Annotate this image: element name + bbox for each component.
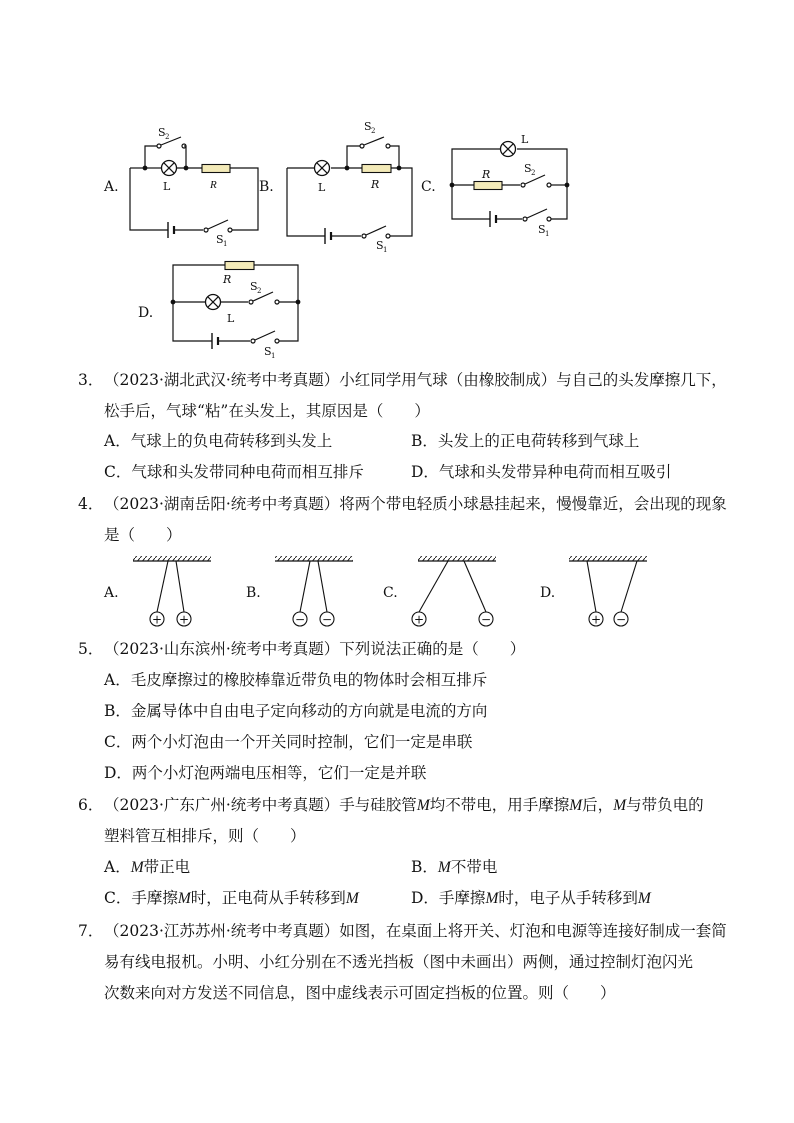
var-m: M [130,859,144,876]
var-m: M [637,890,651,907]
circuit-a-label: A. [104,179,119,195]
q4-a-left-charge: + [151,612,163,627]
question-stem-cont: 塑料管互相排斥，则（ ） [104,827,306,845]
var-m: M [345,890,359,907]
q3-option-d[interactable]: D．气球和头发带异种电荷而相互吸引 [411,463,672,481]
q4-b-left-charge: − [294,612,306,627]
q5-option-c[interactable]: C．两个小灯泡由一个开关同时控制，它们一定是串联 [104,733,473,751]
circuit-a [130,137,258,238]
opt-prefix: D．手摩擦 [411,889,486,907]
a-s2-sub: 2 [165,133,170,141]
d-lamp-l: L [227,312,235,325]
var-m: M [485,890,499,907]
c-lamp-l: L [521,133,529,146]
var-m: M [569,797,583,814]
question-number: 6． [78,796,104,814]
question-3 [78,365,728,427]
c-s1: S [538,223,546,236]
question-stem-c: 后， [582,796,614,814]
q4-c-right-charge: − [480,612,492,627]
b-lamp-l: L [318,181,326,194]
lamp-d-icon [206,295,221,310]
q5-option-a[interactable]: A．毛皮摩擦过的橡胶棒靠近带负电的物体时会相互排斥 [104,671,488,689]
circuit-diagrams [0,110,794,370]
b-res-r: R [371,178,380,191]
a-s1: S [216,233,224,246]
q3-option-b[interactable]: B．头发上的正电荷转移到气球上 [411,432,640,450]
opt-prefix: C．手摩擦 [104,889,178,907]
d-res-r: R [223,273,232,286]
circuit-b-label: B. [259,179,274,195]
question-stem-b: 均不带电，用手摩擦 [429,796,570,814]
a-s2: S [158,126,166,139]
q4-option-a[interactable]: A. [104,585,119,601]
question-stem-cont: 易有线电报机。小明、小红分别在不透光挡板（图中未画出）两侧，通过控制灯泡闪光 [104,953,694,971]
c-s2: S [524,162,532,175]
a-lamp-l: L [163,180,171,193]
question-stem-d: 与带负电的 [626,796,704,814]
q3-option-c[interactable]: C．气球和头发带同种电荷而相互排斥 [104,463,364,481]
c-res-r: R [482,168,491,181]
q4-option-b[interactable]: B. [246,585,261,601]
q5-option-d[interactable]: D．两个小灯泡两端电压相等，它们一定是并联 [104,764,427,782]
question-6 [78,790,728,852]
circuit-b [287,137,412,244]
circuit-c [450,149,569,227]
q4-b-right-charge: − [321,612,333,627]
question-number: 3． [78,371,104,389]
circuit-d-label: D. [138,305,154,321]
question-5 [78,634,728,665]
q4-d-right-charge: − [615,612,627,627]
resistor-c [474,182,502,190]
b-s1: S [376,239,384,252]
q4-figures [0,550,794,630]
question-stem: （2023·湖南岳阳·统考中考真题）将两个带电轻质小球悬挂起来，慢慢靠近，会出现的现象 [104,495,727,513]
question-stem: （2023·湖北武汉·统考中考真题）小红同学用气球（由橡胶制成）与自己的头发摩擦几下， [104,371,727,389]
lamp-c-icon [501,142,516,157]
b-s2-sub: 2 [371,127,376,135]
d-s2-sub: 2 [257,287,262,295]
question-4 [78,489,728,551]
q4-d-left-charge: + [590,612,602,627]
opt-text: 不带电 [450,858,498,876]
q4-option-d[interactable]: D. [540,585,556,601]
question-stem: （2023·山东滨州·统考中考真题）下列说法正确的是（ ） [104,640,526,658]
question-stem-cont: 是（ ） [104,526,182,544]
d-s1: S [264,345,272,358]
question-number: 7． [78,922,104,940]
question-stem: （2023·江苏苏州·统考中考真题）如图，在桌面上将开关、灯泡和电源等连接好制成一套简 [104,922,727,940]
q6-option-a[interactable] [104,857,190,878]
circuit-d [171,265,300,349]
circuit-c-label: C. [421,179,436,195]
opt-text: 时，正电荷从手转移到 [190,889,346,907]
question-stem-cont: 次数来向对方发送不同信息，图中虚线表示可固定挡板的位置。则（ ） [104,984,616,1002]
q6-option-b[interactable] [411,857,497,878]
d-s2: S [250,280,258,293]
var-m: M [437,859,451,876]
b-s2: S [364,120,372,133]
question-number: 4． [78,495,104,513]
resistor-b [362,165,391,173]
lamp-a-icon [162,161,177,176]
question-stem-cont: 松手后，气球“粘”在头发上，其原因是（ ） [104,402,430,420]
q3-option-a[interactable]: A．气球上的负电荷转移到头发上 [104,432,333,450]
resistor-d [225,262,254,270]
b-s1-sub: 1 [383,246,388,254]
opt-text: 时，电子从手转移到 [498,889,638,907]
question-stem-a: （2023·广东广州·统考中考真题）手与硅胶管 [104,796,417,814]
question-7 [78,916,728,1009]
question-number: 5． [78,640,104,658]
q4-c-left-charge: + [413,612,425,627]
d-s1-sub: 1 [271,352,276,360]
q5-option-b[interactable]: B．金属导体中自由电子定向移动的方向就是电流的方向 [104,702,488,720]
c-s1-sub: 1 [545,230,550,238]
a-s1-sub: 1 [223,240,228,248]
q4-a-right-charge: + [178,612,190,627]
q4-option-c[interactable]: C. [383,585,398,601]
opt-prefix: A． [104,858,131,876]
a-res-r: R [210,179,217,191]
resistor-a [202,165,230,173]
lamp-b-icon [315,161,330,176]
opt-text: 带正电 [143,858,191,876]
q6-option-d[interactable] [411,888,651,909]
c-s2-sub: 2 [531,169,536,177]
opt-prefix: B． [411,858,438,876]
var-m: M [177,890,191,907]
q6-option-c[interactable] [104,888,359,909]
var-m: M [416,797,430,814]
var-m: M [613,797,627,814]
